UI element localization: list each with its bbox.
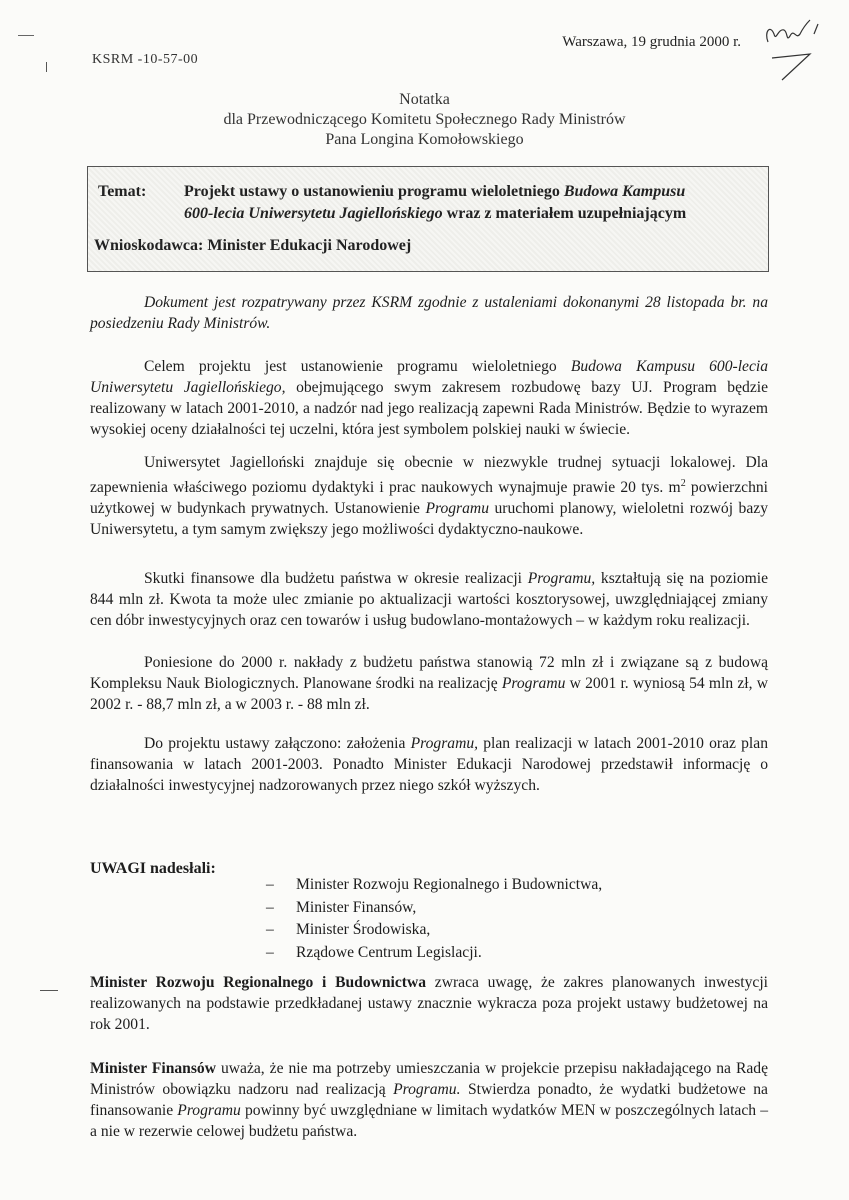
subject-line-1: Temat: Projekt ustawy o ustanowieniu programu wieloletniego Budowa Kampusu [98, 183, 686, 200]
heading-title: Notatka [399, 91, 450, 108]
document-reference: KSRM -10-57-00 [92, 52, 199, 67]
paragraph-situation: Uniwersytet Jagielloński znajduje się obecnie w niezwykle trudnej sytuacji lokalowej. Dla zapewnienia właściwego poziomu dydaktyki i prac naukowych wynajmuje prawie 20 tys. $m^2$ powierzchni użytkowej w budynkach prywatnych. Ustanowienie Programu uruchomi planowy, wieloletni rozwój bazy Uniwersytetu, a tym samym zwiększy jego możliwości dydaktyczno-naukowe. [90, 454, 768, 539]
margin-mark [40, 990, 58, 991]
handwritten-signature [760, 14, 830, 84]
scan-mark [46, 62, 47, 72]
list-item: – Minister Finansów, [266, 898, 417, 916]
paragraph-goal: Celem projektu jest ustanowienie programu wieloletniego Budowa Kampusu 600-lecia Uniwersytetu Jagiellońskiego, obejmującego swym zakresem rozbudowę bazy UJ. Program będzie realizowany w latach 2001-2010, a nadzór nad jego realizacją zapewni Rada Ministrów. Będzie to wyrazem wysokiej oceny działalności tej uczelni, która jest symbolem polskiej nauki w świecie. [90, 358, 769, 438]
list-item: – Minister Środowiska, [266, 921, 431, 938]
comment-regional-development: Minister Rozwoju Regionalnego i Budownictwa zwraca uwagę, że zakres planowanych inwestycji realizowanych na podstawie przedkładanej ustawy znacznie wykracza poza projekt ustawy budżetowej na rok 2001. [90, 974, 768, 1033]
subject-line-2: 600-lecia Uniwersytetu Jagiellońskiego wraz z materiałem uzupełniającym [184, 205, 687, 222]
heading-recipient-name: Pana Longina Komołowskiego [325, 131, 524, 148]
remarks-list [266, 874, 602, 964]
paragraph-attachments: Do projektu ustawy załączono: założenia Programu, plan realizacji w latach 2001-2010 oraz plan finansowania w latach 2001-2003. Ponadto Minister Edukacji Narodowej przedstawił informację o działalności inwestycyjnej nadzorowanych przez niego szkół wyższych. [90, 735, 768, 794]
paragraph-expenditures: Poniesione do 2000 r. nakłady z budżetu państwa stanowią 72 mln zł i związane są z budową Kompleksu Nauk Biologicznych. Planowane środki na realizację Programu w 2001 r. wyniosą 54 mln zł, w 2002 r. - 88,7 mln zł, a w 2003 r. - 88 mln zł. [90, 654, 768, 713]
subject-box [87, 166, 769, 272]
paragraph-status: Dokument jest rozpatrywany przez KSRM zgodnie z ustaleniami dokonanymi 28 listopada br. na posiedzeniu Rady Ministrów. [90, 294, 768, 332]
comment-finance-minister: Minister Finansów uważa, że nie ma potrzeby umieszczania w projekcie przepisu nakładającego na Radę Ministrów obowiązku nadzoru nad realizacją Programu. Stwierdza ponadto, że wydatki budżetowe na finansowanie Programu powinny być uwzględniane w limitach wydatków MEN w poszczególnych latach – a nie w rezerwie celowej budżetu państwa. [90, 1060, 768, 1140]
remarks-title: UWAGI nadesłali: [90, 860, 216, 877]
paragraph-financial-effects: Skutki finansowe dla budżetu państwa w okresie realizacji Programu, kształtują się na poziomie 844 mln zł. Kwota ta może ulec zmianie po aktualizacji wartości kosztorysowej, uwzględniającej zmiany cen dóbr inwestycyjnych oraz cen towarów i usług budowlano-montażowych – w każdym roku realizacji. [90, 570, 769, 629]
scan-mark [18, 35, 34, 36]
subject-label: Temat: [98, 183, 147, 200]
heading-recipient: dla Przewodniczącego Komitetu Społecznego Rady Ministrów [223, 111, 626, 128]
list-item: – Minister Rozwoju Regionalnego i Budownictwa, [266, 876, 603, 893]
document-date: Warszawa, 19 grudnia 2000 r. [562, 34, 741, 50]
list-item: – Rządowe Centrum Legislacji. [266, 943, 482, 961]
applicant-line: Wnioskodawca: Minister Edukacji Narodowej [94, 237, 412, 254]
